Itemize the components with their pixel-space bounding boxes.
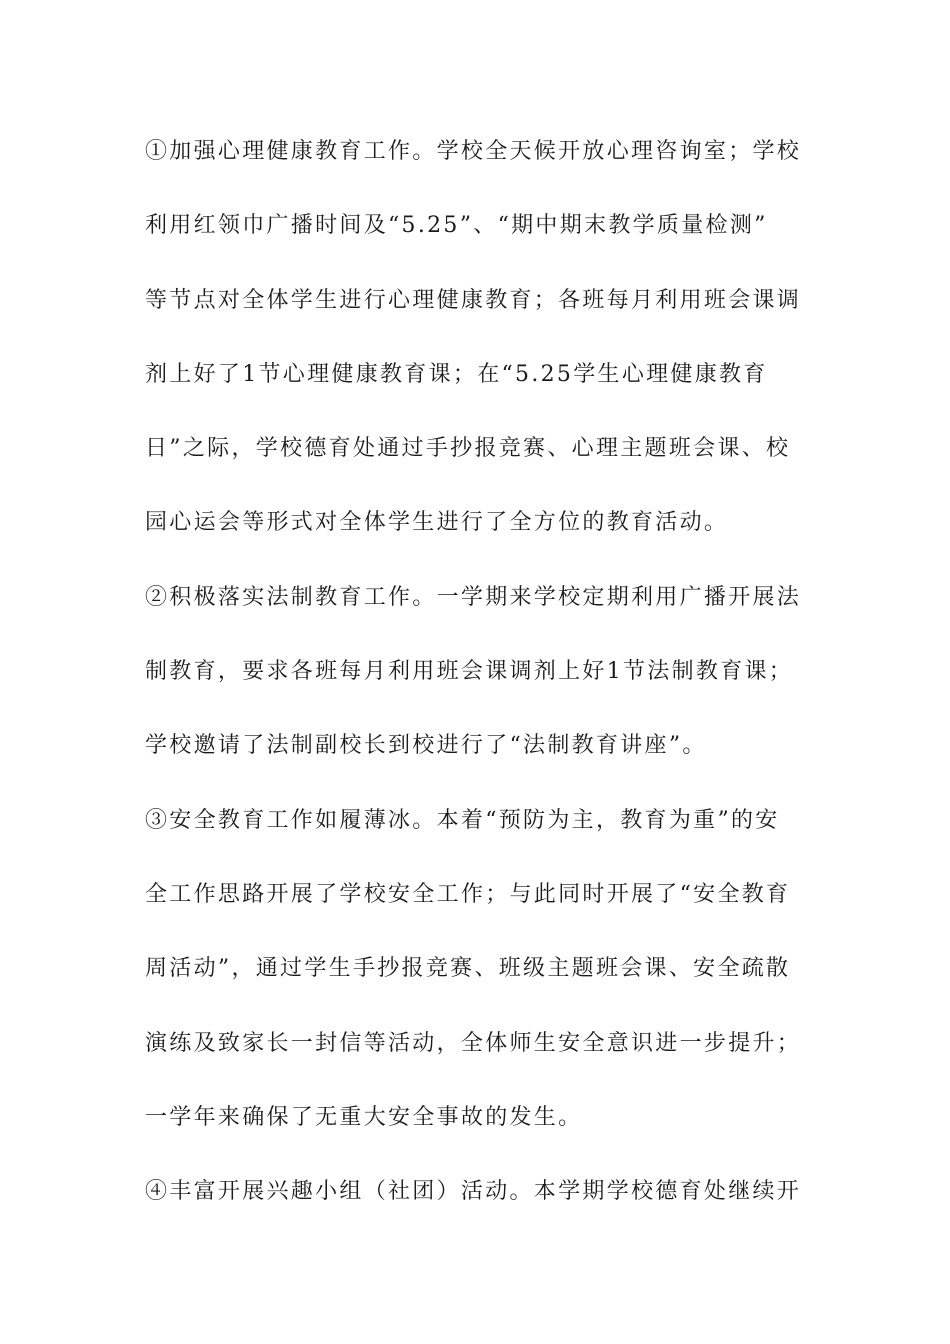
- text-line: 利用红领巾广播时间及“5.25”、“期中期末教学质量检测”: [145, 213, 768, 239]
- text-line: 学校邀请了法制副校长到校进行了“法制教育讲座”。: [145, 733, 707, 759]
- text-line: ④丰富开展兴趣小组（社团）活动。本学期学校德育处继续开: [145, 1179, 802, 1205]
- text-line: 剂上好了1节心理健康教育课；在“5.25学生心理健康教育: [145, 361, 768, 387]
- text-line: 等节点对全体学生进行心理健康教育；各班每月利用班会课调: [145, 287, 802, 313]
- text-line: 全工作思路开展了学校安全工作；与此同时开展了“安全教育: [145, 881, 791, 907]
- text-line: 一学年来确保了无重大安全事故的发生。: [145, 1104, 583, 1130]
- text-line: ②积极落实法制教育工作。一学期来学校定期利用广播开展法: [145, 584, 802, 610]
- text-line: 演练及致家长一封信等活动，全体师生安全意识进一步提升；: [145, 1030, 802, 1056]
- document-body: [145, 130, 815, 1244]
- text-line: 周活动”，通过学生手抄报竞赛、班级主题班会课、安全疏散: [145, 956, 791, 982]
- text-line: 日”之际，学校德育处通过手抄报竞赛、心理主题班会课、校: [145, 436, 791, 462]
- text-line: 制教育，要求各班每月利用班会课调剂上好1节法制教育课；: [145, 659, 794, 685]
- text-line: ③安全教育工作如履薄冰。本着“预防为主，教育为重”的安: [145, 807, 780, 833]
- text-line: ①加强心理健康教育工作。学校全天候开放心理咨询室；学校: [145, 139, 802, 164]
- text-line: 园心运会等形式对全体学生进行了全方位的教育活动。: [145, 510, 729, 536]
